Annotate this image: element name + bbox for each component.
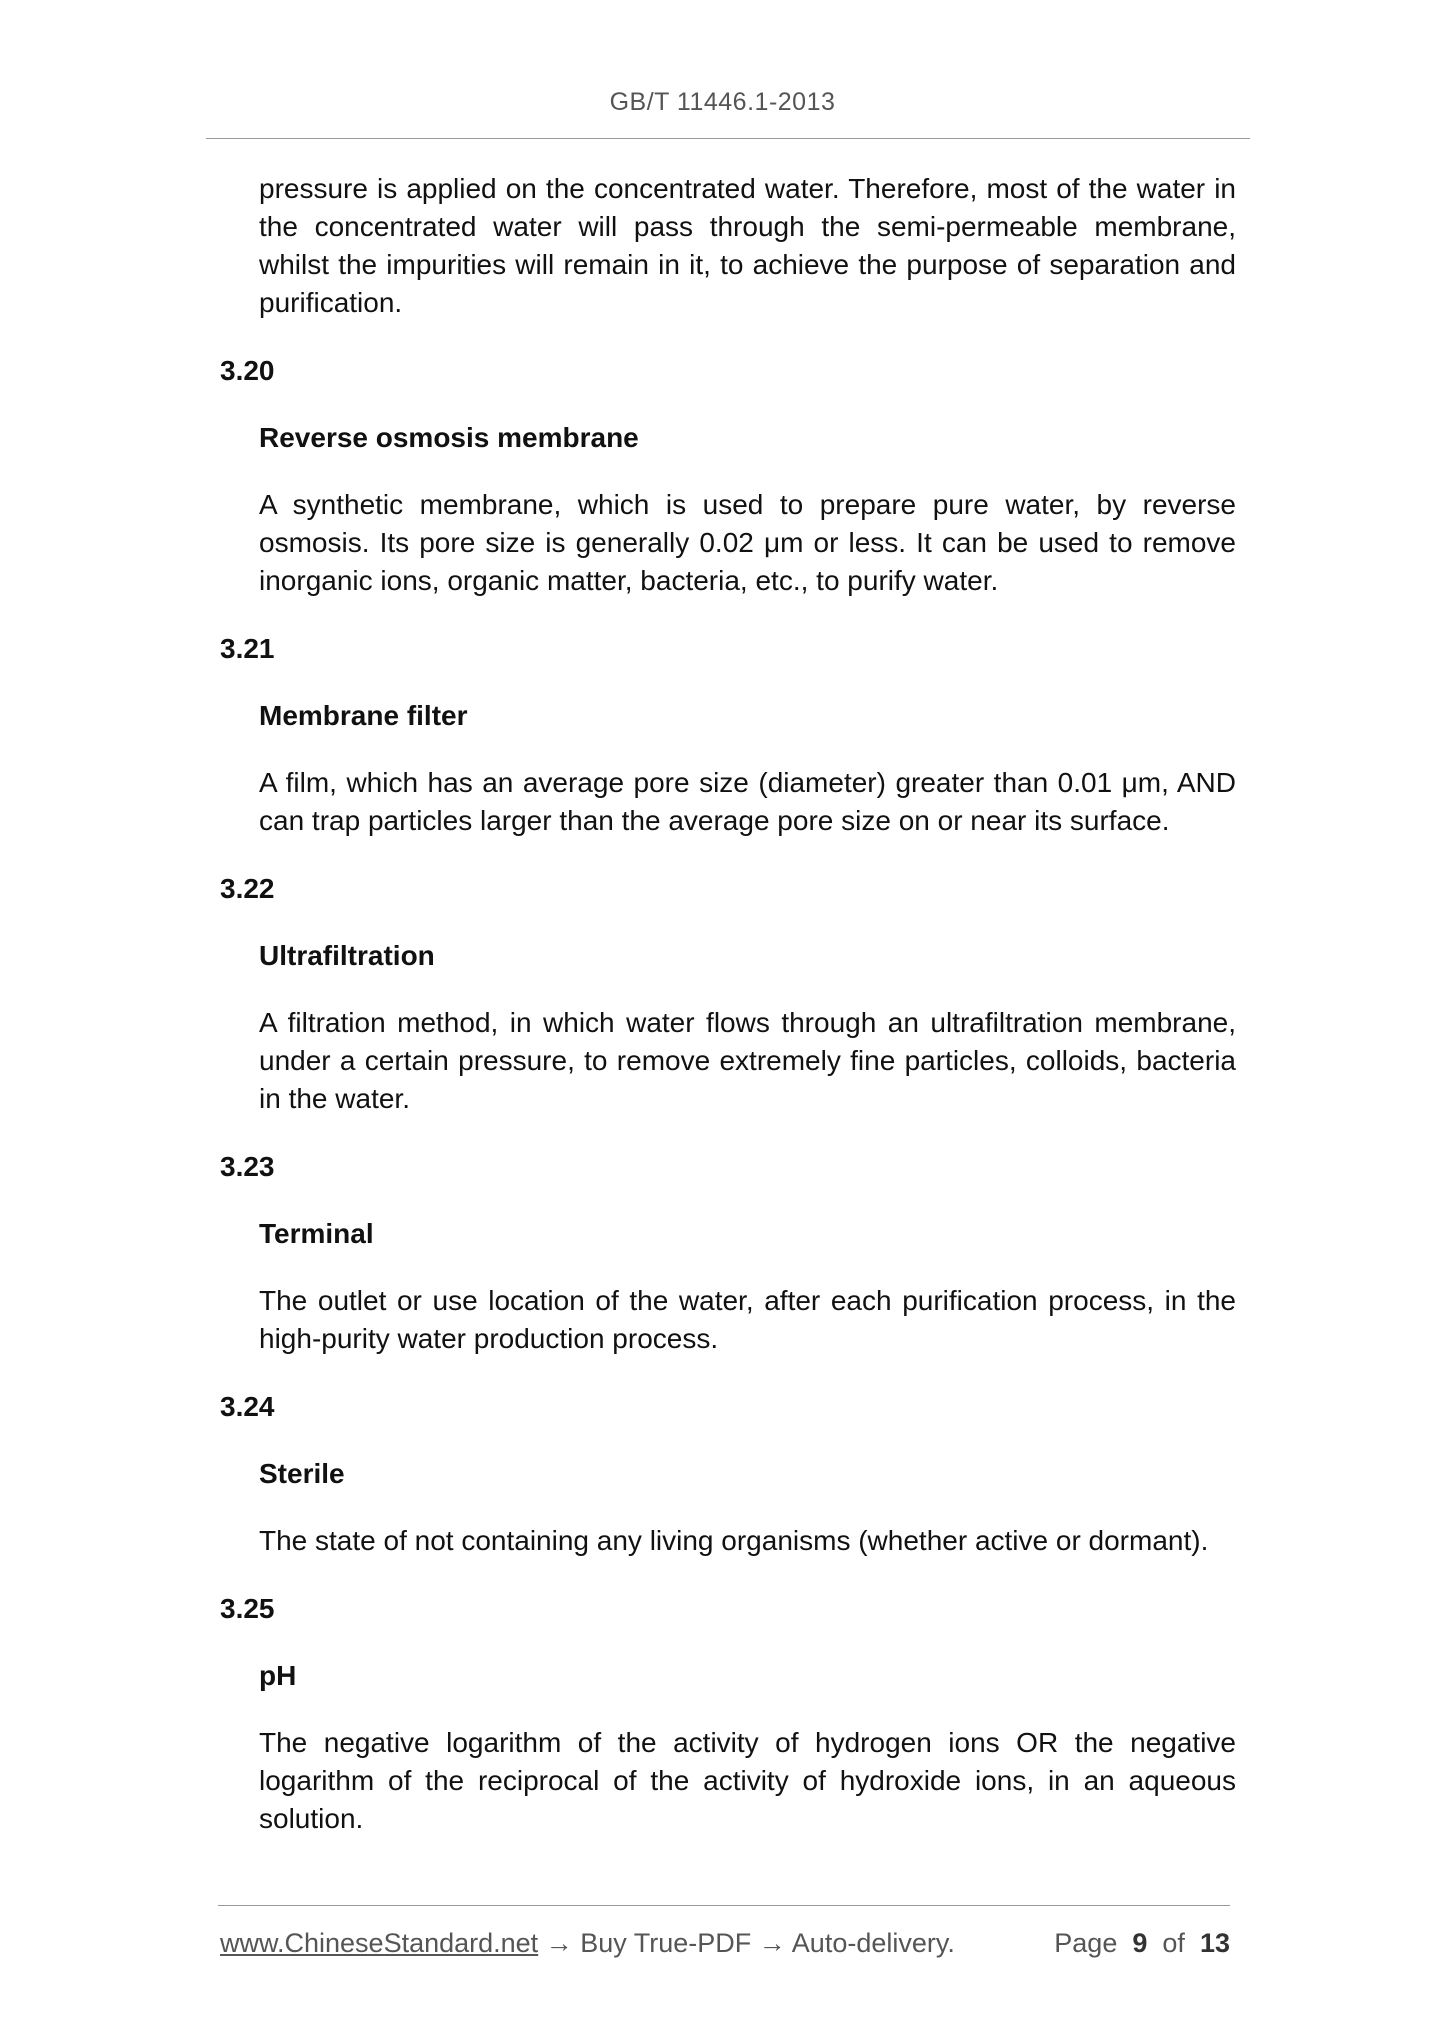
definition-ultrafiltration: A filtration method, in which water flows through an ultrafiltration membrane, under a certain pressure, to remove extremely fine particles, colloids, bacteria in the water.: [259, 1007, 1236, 1114]
page-footer: [220, 1925, 1230, 1961]
clause-number-3-24: 3.24: [220, 1391, 275, 1422]
chinese-standard-link[interactable]: www.ChineseStandard.net: [220, 1928, 539, 1958]
clause-number-3-25: 3.25: [220, 1593, 275, 1624]
of-label: of: [1162, 1928, 1185, 1958]
current-page-number: 9: [1132, 1928, 1148, 1958]
continued-paragraph: pressure is applied on the concentrated water. Therefore, most of the water in the concentrated water will pass through the semi-permeable membrane, whilst the impurities will remain in it, to achieve the purpose of separation and purification.: [259, 173, 1236, 318]
term-membrane-filter: Membrane filter: [259, 700, 468, 731]
page-label: Page: [1054, 1928, 1118, 1958]
term-reverse-osmosis-membrane: Reverse osmosis membrane: [259, 422, 639, 453]
header-divider: [206, 138, 1250, 139]
term-ph: pH: [259, 1660, 297, 1691]
term-ultrafiltration: Ultrafiltration: [259, 940, 435, 971]
definition-terminal: The outlet or use location of the water, after each purification process, in the high-purity water production process.: [259, 1285, 1236, 1354]
definition-sterile: The state of not containing any living organisms (whether active or dormant).: [259, 1525, 1209, 1556]
document-header: GB/T 11446.1-2013: [609, 88, 836, 116]
arrow-right-icon: →: [758, 1928, 786, 1958]
clause-number-3-20: 3.20: [220, 355, 275, 386]
auto-delivery-text: Auto-delivery.: [791, 1928, 955, 1958]
arrow-right-icon: →: [545, 1928, 573, 1958]
clause-number-3-22: 3.22: [220, 873, 275, 904]
term-terminal: Terminal: [259, 1218, 374, 1249]
page-indicator: [1054, 1925, 1230, 1961]
definition-membrane-filter: A film, which has an average pore size (diameter) greater than 0.01 μm, AND can trap particles larger than the average pore size on or near its surface.: [259, 767, 1236, 836]
buy-true-pdf-text: Buy True-PDF: [580, 1928, 752, 1958]
definition-ph: The negative logarithm of the activity of hydrogen ions OR the negative logarithm of the reciprocal of the activity of hydroxide ions, in an aqueous solution.: [259, 1727, 1236, 1834]
clause-number-3-23: 3.23: [220, 1151, 275, 1182]
term-sterile: Sterile: [259, 1458, 345, 1489]
clause-number-3-21: 3.21: [220, 633, 275, 664]
footer-divider: [218, 1905, 1230, 1906]
total-page-count: 13: [1199, 1928, 1230, 1958]
definition-reverse-osmosis-membrane: A synthetic membrane, which is used to prepare pure water, by reverse osmosis. Its pore size is generally 0.02 μm or less. It can be used to remove inorganic ions, organic matter, bacteria, etc., to purify water.: [259, 489, 1236, 596]
